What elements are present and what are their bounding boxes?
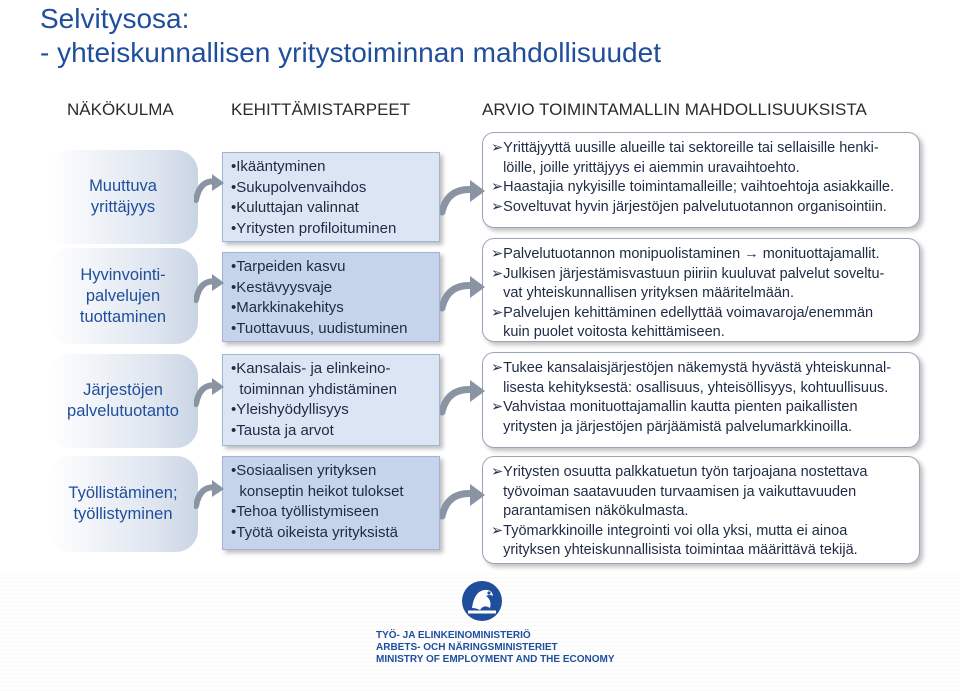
needs-item: •Ikääntyminen: [231, 158, 326, 175]
logo-text-fi: TYÖ- JA ELINKEINOMINISTERIÖ: [376, 630, 531, 641]
evaluation-item: löille, joille yrittäjyys ei aiemmin uravaihtoehto.: [491, 159, 800, 176]
evaluation-item: ➢Vahvistaa monituottajamallin kautta pienten paikallisten: [491, 399, 858, 415]
header-evaluation: ARVIO TOIMINTAMALLIN MAHDOLLISUUKSISTA: [482, 100, 867, 119]
evaluation-item: ➢Palvelujen kehittäminen edellyttää voimavaroja/enemmän: [491, 304, 874, 321]
curved-arrow-icon: [440, 178, 486, 220]
perspective-line: Työllistäminen;: [68, 484, 178, 502]
needs-box-3: [222, 354, 440, 446]
curved-arrow-icon: [440, 482, 486, 524]
evaluation-item: ➢Haastajia nykyisille toimintamalleille; vaihtoehtoja asiakkaille.: [491, 179, 895, 195]
needs-item: •Tuottavuus, uudistuminen: [231, 319, 408, 337]
needs-item: •Tausta ja arvot: [231, 421, 334, 439]
title-line-2: - yhteiskunnallisen yritystoiminnan mahdollisuudet: [40, 37, 661, 68]
curved-arrow-icon: [194, 374, 226, 414]
needs-item: •Tarpeiden kasvu: [231, 258, 346, 275]
evaluation-item: lisesta kehityksestä: osallisuus, yhteisöllisyys, kohtuullisuus.: [491, 379, 889, 396]
perspective-line: palvelujen: [85, 286, 161, 305]
perspective-line: Hyvinvointi-: [80, 265, 166, 284]
curved-arrow-icon: [194, 170, 226, 210]
evaluation-item: ➢Yrittäjyyttä uusille alueille tai sektoreille tai sellaisille henki-: [491, 140, 879, 156]
perspective-line: tuottaminen: [79, 307, 167, 326]
perspective-line: Muuttuva: [89, 177, 157, 195]
needs-item: •Yleishyödyllisyys: [231, 401, 349, 418]
curved-arrow-icon: [194, 476, 226, 516]
needs-item: •Sukupolvenvaihdos: [231, 178, 367, 196]
needs-item: •Sosiaalisen yrityksen: [231, 462, 377, 479]
needs-item: •Kestävyysvaje: [231, 278, 333, 296]
needs-item: toiminnan yhdistäminen: [231, 380, 397, 398]
evaluation-box-1: [482, 132, 920, 228]
needs-item: konseptin heikot tulokset: [231, 482, 404, 500]
evaluation-item: kuin puolet voitosta kehittämiseen.: [491, 324, 725, 340]
needs-box-4: [222, 456, 440, 550]
logo-text-en: MINISTRY OF EMPLOYMENT AND THE ECONOMY: [376, 654, 615, 665]
evaluation-box-4: [482, 456, 920, 564]
needs-box-1: [222, 152, 440, 242]
perspective-line: palvelutuotanto: [67, 402, 179, 420]
perspective-box-3: [48, 354, 198, 448]
needs-item: •Yritysten profiloituminen: [231, 219, 397, 237]
evaluation-item: ➢Soveltuvat hyvin järjestöjen palvelutuotannon organisointiin.: [491, 198, 887, 215]
needs-item: •Kuluttajan valinnat: [231, 199, 359, 216]
evaluation-item: vat yhteiskunnallisen yrityksen määritelmään.: [491, 285, 795, 301]
perspective-line: yrittäjyys: [90, 198, 156, 216]
title-line-1: Selvitysosa:: [40, 3, 190, 34]
evaluation-item: ➢Julkisen järjestämisvastuun piiriin kuuluvat palvelut soveltu-: [491, 265, 885, 282]
evaluation-item: yrityksen yhteiskunnallisista toimintaa määrittävä tekijä.: [491, 542, 858, 558]
evaluation-box-3: [482, 352, 920, 448]
needs-item: •Tehoa työllistymiseen: [231, 503, 379, 520]
needs-box-2: [222, 252, 440, 342]
perspective-box-4: [48, 456, 198, 552]
logo-text-sv: ARBETS- OCH NÄRINGSMINISTERIET: [376, 642, 558, 653]
evaluation-item: ➢Tukee kansalaisjärjestöjen näkemystä hyvästä yhteiskunnal-: [491, 360, 892, 376]
evaluation-item: ➢Palvelutuotannon monipuolistaminen → monituottajamallit.: [491, 246, 880, 262]
needs-item: •Markkinakehitys: [231, 299, 344, 316]
needs-item: •Kansalais- ja elinkeino-: [231, 360, 391, 377]
header-perspective: NÄKÖKULMA: [67, 100, 174, 119]
lion-crest-icon: [460, 578, 504, 624]
evaluation-item: ➢Työmarkkinoille integrointi voi olla yksi, mutta ei ainoa: [491, 522, 848, 539]
curved-arrow-icon: [440, 378, 486, 420]
perspective-box-1: [48, 150, 198, 244]
perspective-box-2: [48, 248, 198, 344]
needs-item: •Työtä oikeista yrityksistä: [231, 523, 398, 541]
evaluation-box-2: [482, 238, 920, 342]
evaluation-item: työvoiman saatavuuden turvaamisen ja vaikuttavuuden: [491, 483, 857, 500]
curved-arrow-icon: [194, 270, 226, 310]
evaluation-item: yritysten ja järjestöjen pärjäämistä palvelumarkkinoilla.: [491, 418, 853, 435]
evaluation-item: ➢Yritysten osuutta palkkatuetun työn tarjoajana nostettava: [491, 464, 868, 480]
evaluation-item: parantamisen näkökulmasta.: [491, 503, 689, 519]
curved-arrow-icon: [440, 274, 486, 316]
page-title: [40, 2, 661, 70]
perspective-line: Järjestöjen: [83, 381, 163, 399]
perspective-line: työllistyminen: [73, 505, 173, 523]
header-needs: KEHITTÄMISTARPEET: [231, 100, 411, 119]
